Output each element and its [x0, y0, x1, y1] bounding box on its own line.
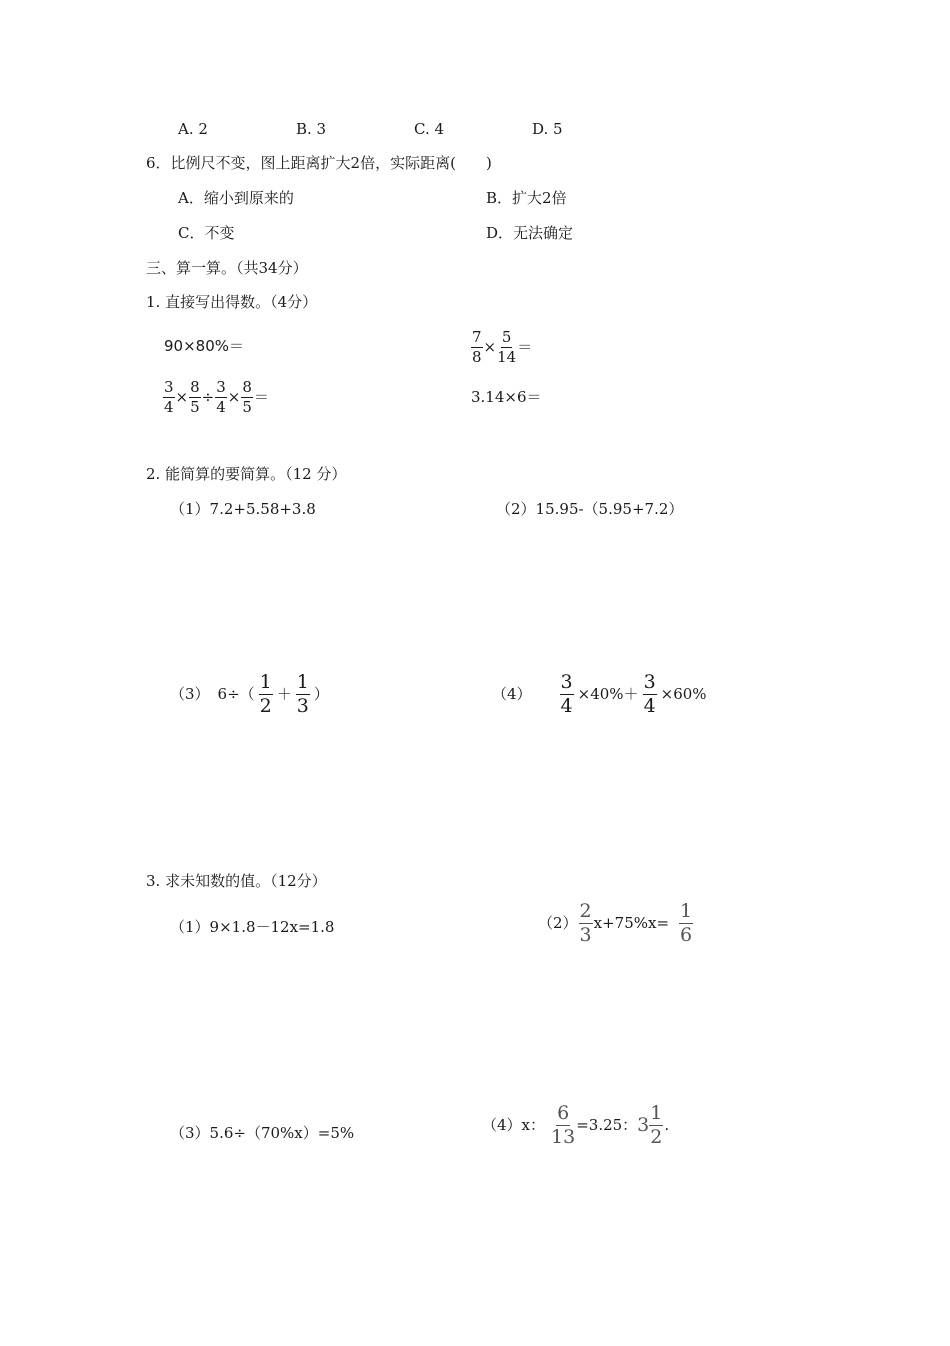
part1-title: 1. 直接写出得数。（4分） [146, 293, 318, 311]
part3-equation2: （2） $\frac{2}{3}$ x+75%x= $\frac{1}{6}$ [538, 900, 693, 946]
fraction: $\frac{3}{4}$ [643, 671, 656, 717]
part1-item4: 3.14×6＝ [471, 388, 542, 406]
part1-item3: $\frac{3}{4}$ × $\frac{8}{5}$ ÷ $\frac{3}{4}$ × $\frac{8}{5}$ ＝ [164, 378, 269, 416]
q5-option-c: C. 4 [414, 120, 445, 138]
fraction: $\frac{3}{4}$ [560, 671, 573, 717]
fraction: $\frac{5}{14}$ [497, 328, 517, 366]
part2-problem3: （3） 6÷（ $\frac{1}{2}$ ＋ $\frac{1}{3}$ ） [170, 671, 329, 717]
fraction: $\frac{3}{4}$ [164, 378, 174, 416]
part1-item2: $\frac{7}{8}$ × $\frac{5}{14}$ ＝ [472, 328, 533, 366]
fraction: $\frac{1}{2}$ [259, 671, 272, 717]
section3-title: 三、算一算。（共34分） [146, 259, 308, 277]
q5-option-b: B. 3 [296, 120, 327, 138]
fraction: $\frac{1}{3}$ [296, 671, 309, 717]
q6-option-a: A．缩小到原来的 [178, 189, 294, 207]
fraction: $\frac{6}{13}$ [551, 1102, 576, 1148]
fraction: $\frac{1}{6}$ [680, 900, 693, 946]
q6-option-c: C．不变 [178, 224, 235, 242]
part2-problem1: （1）7.2+5.58+3.8 [170, 500, 316, 518]
part1-item1: 90×80%＝ [164, 337, 244, 355]
part3-equation4: （4）x： $\frac{6}{13}$ =3.25： 3 $\frac{1}{2}$ . [482, 1102, 670, 1148]
part3-equation3: （3）5.6÷（70%x）=5% [170, 1124, 355, 1142]
fraction: $\frac{1}{2}$ [650, 1102, 663, 1148]
fraction: $\frac{8}{5}$ [190, 378, 200, 416]
fraction: $\frac{3}{4}$ [216, 378, 226, 416]
fraction: $\frac{2}{3}$ [579, 900, 592, 946]
q6-option-b: B．扩大2倍 [486, 189, 567, 207]
fraction: $\frac{7}{8}$ [472, 328, 482, 366]
q6-stem: 6．比例尺不变，图上距离扩大2倍，实际距离( ) [146, 154, 492, 172]
part3-title: 3. 求未知数的值。（12分） [146, 872, 327, 890]
q5-option-d: D. 5 [532, 120, 563, 138]
fraction: $\frac{8}{5}$ [242, 378, 252, 416]
part2-title: 2. 能简算的要简算。（12 分） [146, 465, 347, 483]
part2-problem2: （2）15.95-（5.95+7.2） [496, 500, 684, 518]
part2-problem4: （4） $\frac{3}{4}$ ×40%＋ $\frac{3}{4}$ ×60% [492, 671, 707, 717]
q6-option-d: D．无法确定 [486, 224, 574, 242]
part3-equation1: （1）9×1.8－12x=1.8 [170, 918, 335, 936]
q5-option-a: A. 2 [178, 120, 208, 138]
